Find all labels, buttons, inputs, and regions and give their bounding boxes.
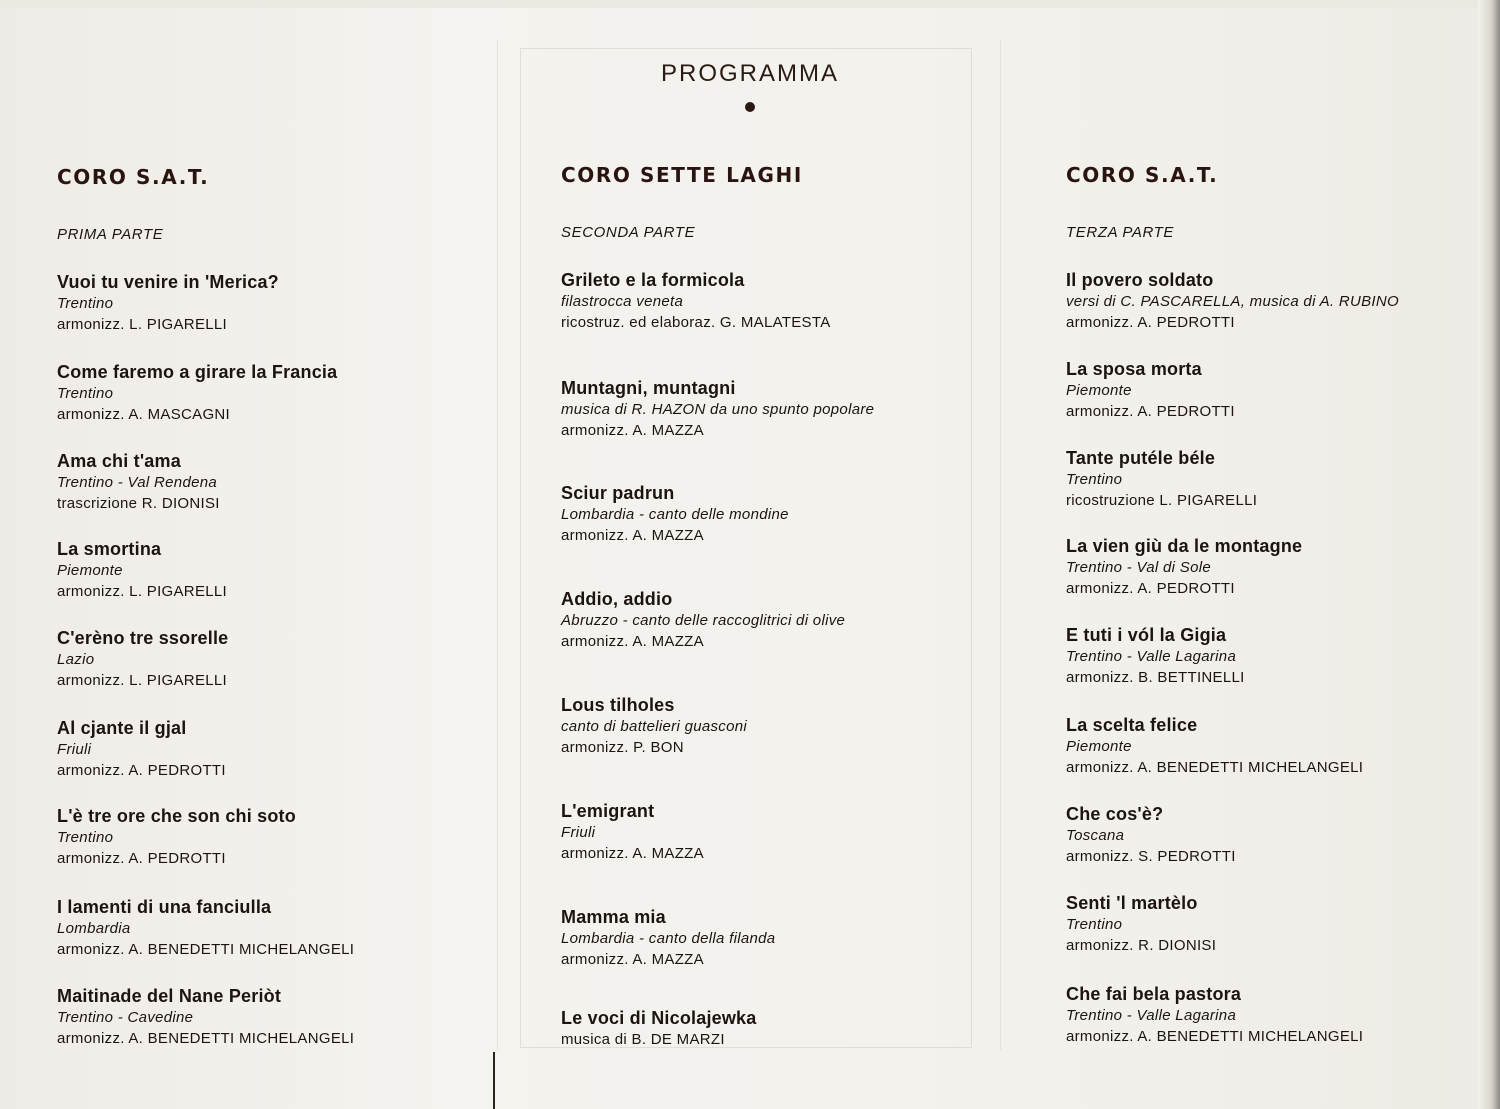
program-item	[1066, 983, 1486, 1047]
song-origin: Trentino	[1066, 916, 1123, 933]
song-arrangement: armonizz. A. PEDROTTI	[1066, 580, 1235, 597]
song-arrangement: armonizz. R. DIONISI	[1066, 937, 1217, 954]
song-title: Vuoi tu venire in 'Merica?	[57, 272, 279, 292]
song-arrangement: armonizz. L. PIGARELLI	[57, 583, 227, 600]
song-arrangement: armonizz. A. BENEDETTI MICHELANGELI	[57, 1030, 355, 1047]
song-title: Come faremo a girare la Francia	[57, 362, 338, 382]
song-title: Lous tilholes	[561, 695, 675, 715]
program-item	[57, 896, 477, 960]
song-arrangement: armonizz. A. MAZZA	[561, 633, 704, 650]
program-item	[561, 588, 981, 652]
program-item	[1066, 447, 1486, 511]
program-item	[561, 694, 981, 758]
song-arrangement: armonizz. A. MAZZA	[561, 422, 704, 439]
song-title: Ama chi t'ama	[57, 451, 181, 471]
song-title: Mamma mia	[561, 907, 666, 927]
song-origin: Piemonte	[1066, 382, 1132, 399]
song-title: La smortina	[57, 539, 162, 559]
program-item	[561, 906, 981, 970]
song-origin: Piemonte	[1066, 738, 1132, 755]
song-arrangement: armonizz. A. MAZZA	[561, 845, 704, 862]
song-title: Sciur padrun	[561, 483, 675, 503]
song-title: La scelta felice	[1066, 715, 1198, 735]
song-title: Addio, addio	[561, 589, 673, 609]
column-seconda-parte	[561, 163, 981, 1048]
song-origin: musica di R. HAZON da uno spunto popolare	[561, 401, 875, 418]
song-title: Muntagni, muntagni	[561, 378, 736, 398]
program-item	[57, 271, 477, 335]
column-terza-parte	[1066, 163, 1466, 1045]
program-item	[1066, 714, 1486, 778]
song-arrangement: armonizz. A. MAZZA	[561, 951, 704, 968]
bullet-dot-icon	[745, 102, 755, 112]
program-item	[57, 985, 477, 1049]
part-label: TERZA PARTE	[1066, 224, 1175, 241]
song-title: I lamenti di una fanciulla	[57, 897, 272, 917]
song-origin: Trentino - Val di Sole	[1066, 559, 1211, 576]
paper-top-edge	[0, 0, 1500, 8]
choir-name: CORO S.A.T.	[1066, 163, 1219, 187]
song-origin: Trentino - Cavedine	[57, 1009, 194, 1026]
song-title: C'erèno tre ssorelle	[57, 628, 229, 648]
song-origin: Trentino	[57, 385, 114, 402]
song-title: Le voci di Nicolajewka	[561, 1008, 757, 1028]
song-origin: Lombardia - canto delle mondine	[561, 506, 789, 523]
song-origin: Trentino - Valle Lagarina	[1066, 1007, 1237, 1024]
program-item	[57, 450, 477, 514]
song-arrangement: armonizz. A. PEDROTTI	[57, 762, 226, 779]
choir-name: CORO S.A.T.	[57, 165, 210, 189]
song-origin: Lombardia - canto della filanda	[561, 930, 776, 947]
song-arrangement: armonizz. S. PEDROTTI	[1066, 848, 1236, 865]
song-origin: Friuli	[57, 741, 92, 758]
song-arrangement: trascrizione R. DIONISI	[57, 495, 220, 512]
program-item	[1066, 624, 1486, 688]
song-origin: Trentino - Valle Lagarina	[1066, 648, 1237, 665]
song-title: Senti 'l martèlo	[1066, 893, 1198, 913]
program-item	[1066, 535, 1486, 599]
program-item	[561, 377, 981, 441]
program-item	[57, 627, 477, 691]
song-title: L'emigrant	[561, 801, 655, 821]
song-origin: Trentino	[1066, 471, 1123, 488]
program-item	[561, 800, 981, 864]
program-item	[1066, 803, 1486, 867]
song-origin: versi di C. PASCARELLA, musica di A. RUBINO	[1066, 293, 1399, 310]
song-origin: Lombardia	[57, 920, 131, 937]
song-title: Che cos'è?	[1066, 804, 1164, 824]
song-title: Grileto e la formicola	[561, 270, 745, 290]
song-origin: Trentino - Val Rendena	[57, 474, 218, 491]
cut-mark	[493, 1052, 495, 1109]
fold-line-right	[1000, 40, 1001, 1050]
program-header	[560, 60, 940, 117]
song-title: Il povero soldato	[1066, 270, 1214, 290]
song-title: Maitinade del Nane Periòt	[57, 986, 282, 1006]
program-title: PROGRAMMA	[660, 60, 839, 87]
song-arrangement: armonizz. B. BETTINELLI	[1066, 669, 1245, 686]
program-item	[561, 1007, 981, 1050]
program-item	[1066, 269, 1486, 333]
song-arrangement: armonizz. A. MASCAGNI	[57, 406, 231, 423]
song-arrangement: armonizz. A. BENEDETTI MICHELANGELI	[1066, 1028, 1364, 1045]
program-item	[57, 538, 477, 602]
song-arrangement: armonizz. A. PEDROTTI	[1066, 403, 1235, 420]
program-item	[561, 269, 981, 333]
program-item	[57, 361, 477, 425]
part-label: PRIMA PARTE	[57, 226, 164, 243]
song-title: L'è tre ore che son chi soto	[57, 806, 296, 826]
song-arrangement: armonizz. A. BENEDETTI MICHELANGELI	[57, 941, 355, 958]
song-arrangement: musica di B. DE MARZI	[561, 1031, 725, 1048]
song-arrangement: armonizz. A. PEDROTTI	[57, 850, 226, 867]
song-arrangement: armonizz. L. PIGARELLI	[57, 672, 227, 689]
song-origin: Trentino	[57, 829, 114, 846]
song-arrangement: armonizz. L. PIGARELLI	[57, 316, 227, 333]
song-arrangement: armonizz. P. BON	[561, 739, 684, 756]
song-arrangement: ricostruzione L. PIGARELLI	[1066, 492, 1258, 509]
song-arrangement: armonizz. A. PEDROTTI	[1066, 314, 1235, 331]
song-origin: Lazio	[57, 651, 95, 668]
program-item	[561, 482, 981, 546]
song-origin: Toscana	[1066, 827, 1125, 844]
part-label: SECONDA PARTE	[561, 224, 696, 241]
song-origin: Piemonte	[57, 562, 123, 579]
program-item	[57, 805, 477, 869]
song-origin: filastrocca veneta	[561, 293, 684, 310]
program-item	[1066, 358, 1486, 422]
song-title: La vien giù da le montagne	[1066, 536, 1303, 556]
song-title: E tuti i vól la Gigia	[1066, 625, 1227, 645]
column-prima-parte	[57, 165, 477, 1047]
song-title: Al cjante il gjal	[57, 718, 187, 738]
song-arrangement: armonizz. A. MAZZA	[561, 527, 704, 544]
song-arrangement: armonizz. A. BENEDETTI MICHELANGELI	[1066, 759, 1364, 776]
song-origin: Abruzzo - canto delle raccoglitrici di olive	[561, 612, 846, 629]
program-item	[1066, 892, 1486, 956]
song-origin: Trentino	[57, 295, 114, 312]
song-title: Che fai bela pastora	[1066, 984, 1242, 1004]
choir-name: CORO SETTE LAGHI	[561, 163, 803, 187]
song-title: Tante putéle béle	[1066, 448, 1216, 468]
program-item	[57, 717, 477, 781]
song-origin: canto di battelieri guasconi	[561, 718, 748, 735]
song-arrangement: ricostruz. ed elaboraz. G. MALATESTA	[561, 314, 831, 331]
fold-line-left	[497, 40, 498, 1050]
song-title: La sposa morta	[1066, 359, 1202, 379]
song-origin: Friuli	[561, 824, 596, 841]
